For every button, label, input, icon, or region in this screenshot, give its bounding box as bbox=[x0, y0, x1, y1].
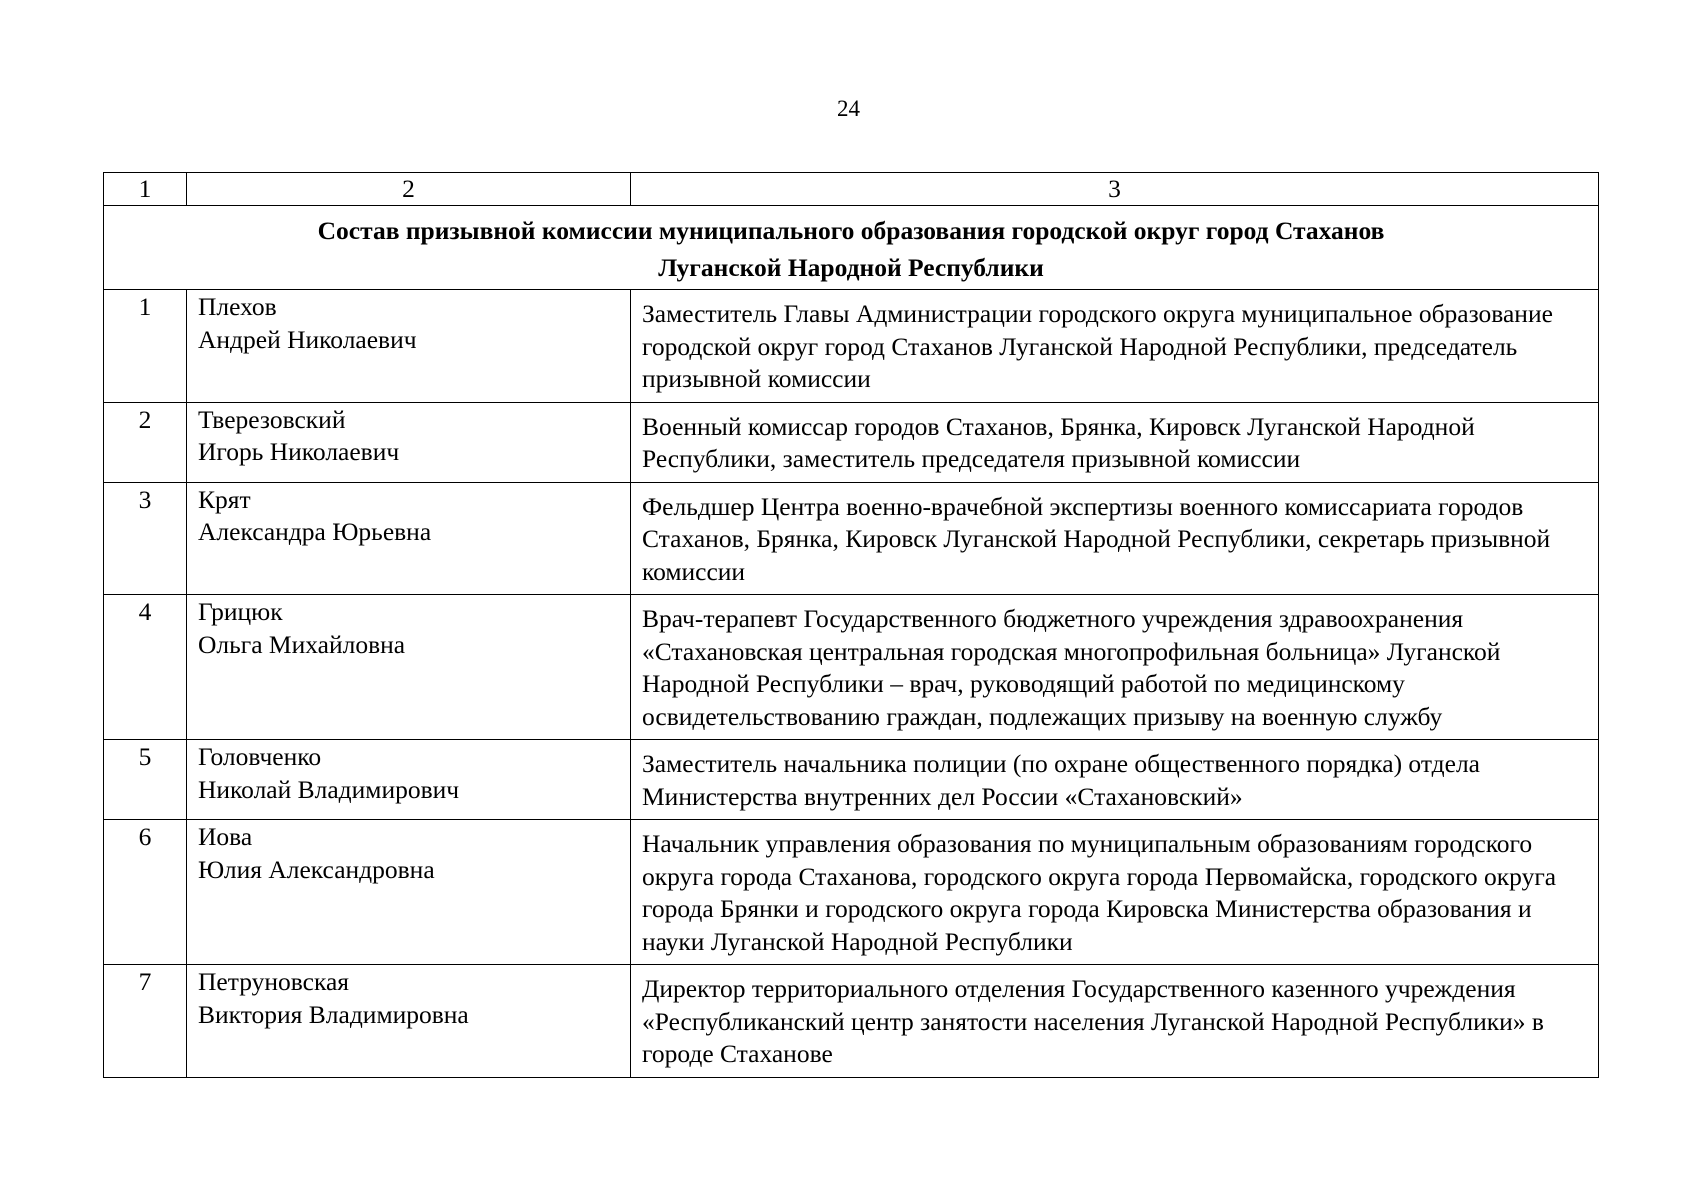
commission-table bbox=[103, 172, 1599, 1078]
member-name bbox=[187, 820, 631, 965]
table-title bbox=[104, 206, 1599, 290]
column-number-1: 1 bbox=[104, 173, 187, 206]
row-number: 5 bbox=[104, 740, 187, 820]
table-row bbox=[104, 965, 1599, 1078]
member-name bbox=[187, 482, 631, 595]
member-position: Директор территориального отделения Государственного казенного учреждения «Республиканский центр занятости населения Луганской Народной Республики» в городе Стаханове bbox=[631, 965, 1599, 1078]
member-name bbox=[187, 402, 631, 482]
member-position: Фельдшер Центра военно-врачебной экспертизы военного комиссариата городов Стаханов, Брянка, Кировск Луганской Народной Республики, секретарь призывной комиссии bbox=[631, 482, 1599, 595]
member-surname: Петруновская bbox=[198, 967, 350, 996]
page-number: 24 bbox=[837, 96, 860, 121]
member-given-names: Александра Юрьевна bbox=[198, 517, 432, 546]
member-position: Заместитель начальника полиции (по охране общественного порядка) отдела Министерства внутренних дел России «Стахановский» bbox=[631, 740, 1599, 820]
column-number-2: 2 bbox=[187, 173, 631, 206]
table-title-line-1: Состав призывной комиссии муниципального образования городской округ город Стаханов bbox=[317, 216, 1385, 245]
table-row bbox=[104, 290, 1599, 403]
member-position: Начальник управления образования по муниципальным образованиям городского округа города Стаханова, городского округа города Первомайска, городского округа города Брянки и городского округа города Кировска Министерства образования и науки Луганской Народной Республики bbox=[631, 820, 1599, 965]
row-number: 1 bbox=[104, 290, 187, 403]
member-name bbox=[187, 290, 631, 403]
member-given-names: Игорь Николаевич bbox=[198, 437, 400, 466]
row-number: 7 bbox=[104, 965, 187, 1078]
row-number: 3 bbox=[104, 482, 187, 595]
member-surname: Плехов bbox=[198, 292, 277, 321]
table-row bbox=[104, 482, 1599, 595]
table-row bbox=[104, 740, 1599, 820]
member-name bbox=[187, 595, 631, 740]
table-title-line-2: Луганской Народной Республики bbox=[658, 253, 1044, 282]
member-surname: Иова bbox=[198, 822, 253, 851]
member-surname: Тверезовский bbox=[198, 404, 346, 434]
row-number: 2 bbox=[104, 402, 187, 482]
column-number-3: 3 bbox=[631, 173, 1599, 206]
table-row bbox=[104, 820, 1599, 965]
member-name bbox=[187, 740, 631, 820]
member-surname: Головченко bbox=[198, 742, 322, 771]
member-given-names: Юлия Александровна bbox=[198, 854, 435, 884]
column-number-row bbox=[104, 173, 1599, 206]
member-given-names: Андрей Николаевич bbox=[198, 324, 417, 354]
row-number: 6 bbox=[104, 820, 187, 965]
member-position: Врач-терапевт Государственного бюджетного учреждения здравоохранения «Стахановская центральная городская многопрофильная больница» Луганской Народной Республики – врач, руководящий работой по медицинскому освидетельствованию граждан, подлежащих призыву на военную службу bbox=[631, 595, 1599, 740]
table-title-row bbox=[104, 206, 1599, 290]
member-surname: Крят bbox=[198, 484, 251, 514]
member-position: Военный комиссар городов Стаханов, Брянка, Кировск Луганской Народной Республики, заместитель председателя призывной комиссии bbox=[631, 402, 1599, 482]
member-position: Заместитель Главы Администрации городского округа муниципальное образование городской округ город Стаханов Луганской Народной Республики, председатель призывной комиссии bbox=[631, 290, 1599, 403]
row-number: 4 bbox=[104, 595, 187, 740]
member-surname: Грицюк bbox=[198, 597, 283, 626]
member-given-names: Ольга Михайловна bbox=[198, 629, 406, 659]
table-row bbox=[104, 595, 1599, 740]
member-given-names: Николай Владимирович bbox=[198, 774, 460, 804]
member-given-names: Виктория Владимировна bbox=[198, 999, 469, 1029]
table-row bbox=[104, 402, 1599, 482]
member-name bbox=[187, 965, 631, 1078]
